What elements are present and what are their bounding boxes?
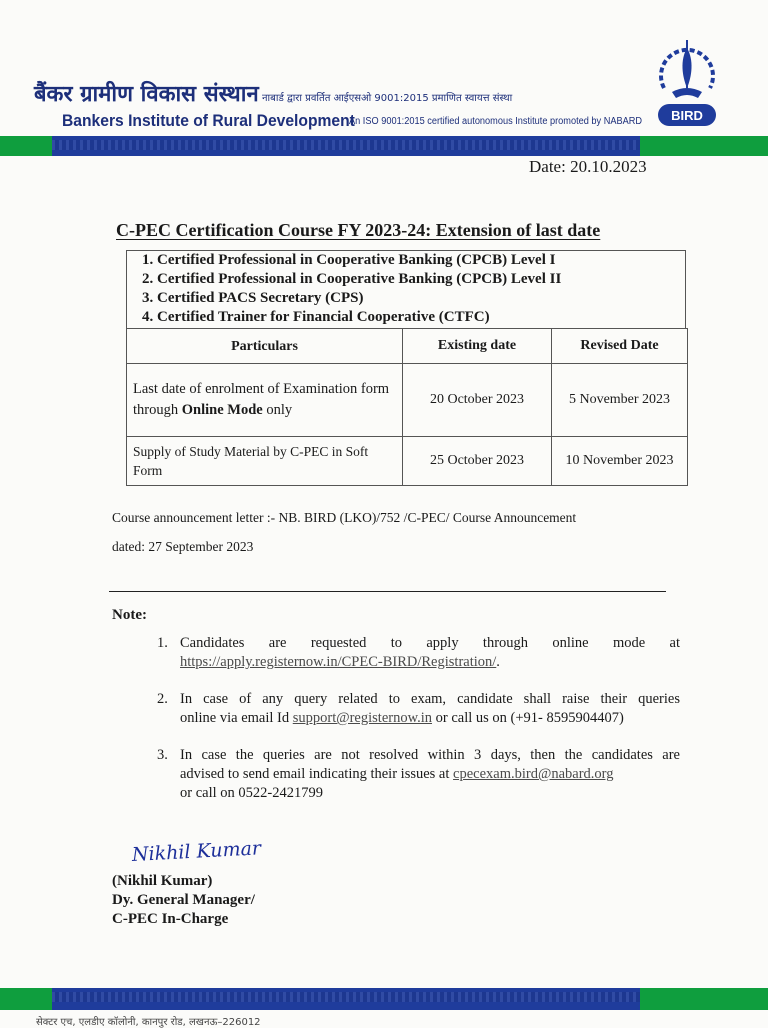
course-item: 4. Certified Trainer for Financial Cooperative (CTFC) bbox=[157, 308, 685, 327]
revised-date-cell: 10 November 2023 bbox=[552, 437, 688, 486]
note-text: In case the queries are not resolved within 3 days, then the candidates are bbox=[180, 747, 680, 763]
note-text: Candidates are requested to apply through online mode at bbox=[180, 635, 680, 651]
signatory-role: C-PEC In-Charge bbox=[112, 911, 229, 927]
particulars-emphasis: Online Mode bbox=[181, 402, 263, 418]
letter-date: Date: 20.10.2023 bbox=[529, 157, 647, 176]
announcement-date: dated: 27 September 2023 bbox=[112, 539, 254, 554]
note-item bbox=[150, 634, 680, 672]
institute-tagline-english: An ISO 9001:2015 certified autonomous Institute promoted by NABARD bbox=[349, 116, 643, 127]
note-item bbox=[150, 746, 680, 803]
particulars-cell bbox=[127, 364, 403, 437]
signatory-name: (Nikhil Kumar) bbox=[112, 873, 213, 889]
header-particulars: Particulars bbox=[127, 329, 403, 364]
note-text: online via email Id bbox=[180, 710, 293, 726]
particulars-text: Last date of enrolment of Examination form through bbox=[133, 381, 390, 418]
table-header-row bbox=[127, 329, 688, 364]
header-revised-date: Revised Date bbox=[552, 329, 688, 364]
institute-tagline-hindi: नाबार्ड द्वारा प्रवर्तित आईएसओ 9001:2015 प्रमाणित स्वायत्त संस्था bbox=[262, 93, 513, 104]
existing-date-cell: 20 October 2023 bbox=[403, 364, 552, 437]
footer-color-band bbox=[0, 988, 768, 1010]
signatory-title: Dy. General Manager/ bbox=[112, 892, 255, 908]
dates-table bbox=[126, 328, 688, 486]
note-text: advised to send email indicating their issues at bbox=[180, 766, 454, 782]
institute-name-hindi: बैंकर ग्रामीण विकास संस्थान bbox=[34, 82, 259, 107]
note-text-end: . bbox=[496, 654, 500, 670]
letter-heading: C-PEC Certification Course FY 2023-24: Extension of last date bbox=[116, 220, 601, 240]
svg-text:Nikhil Kumar: Nikhil Kumar bbox=[131, 837, 262, 867]
note-label: Note: bbox=[112, 607, 147, 623]
note-text-end: or call on 0522-2421799 bbox=[180, 785, 323, 801]
table-row bbox=[127, 437, 688, 486]
note-number: 1. bbox=[157, 635, 168, 651]
particulars-text-end: only bbox=[262, 402, 293, 418]
course-list bbox=[127, 251, 685, 327]
existing-date-cell: 25 October 2023 bbox=[403, 437, 552, 486]
footer-address: सेक्टर एच, एलडीए कॉलोनी, कानपुर रोड, लखनऊ–226012 bbox=[36, 1017, 261, 1028]
course-list-box bbox=[126, 250, 686, 328]
note-item bbox=[150, 690, 680, 728]
handwritten-signature bbox=[130, 830, 270, 870]
revised-date-cell: 5 November 2023 bbox=[552, 364, 688, 437]
cpec-email-link[interactable]: cpecexam.bird@nabard.org bbox=[453, 766, 614, 782]
course-item: 2. Certified Professional in Cooperative Banking (CPCB) Level II bbox=[157, 270, 685, 289]
registration-link[interactable]: https://apply.registernow.in/CPEC-BIRD/Registration/ bbox=[180, 654, 497, 670]
institute-name-english: Bankers Institute of Rural Development bbox=[62, 111, 355, 130]
note-number: 2. bbox=[157, 691, 168, 707]
course-item: 1. Certified Professional in Cooperative Banking (CPCB) Level I bbox=[157, 251, 685, 270]
header-existing-date: Existing date bbox=[403, 329, 552, 364]
note-text-end: or call us on (+91- 8595904407) bbox=[432, 710, 624, 726]
bird-logo bbox=[654, 26, 720, 136]
announcement-reference: Course announcement letter :- NB. BIRD (LKO)/752 /C-PEC/ Course Announcement bbox=[112, 510, 577, 525]
header-color-band bbox=[0, 136, 768, 156]
divider-line bbox=[109, 591, 666, 592]
course-item: 3. Certified PACS Secretary (CPS) bbox=[157, 289, 685, 308]
note-text: In case of any query related to exam, candidate shall raise their queries bbox=[180, 691, 680, 707]
particulars-cell: Supply of Study Material by C-PEC in Soft Form bbox=[127, 437, 403, 486]
table-row bbox=[127, 364, 688, 437]
logo-text: BIRD bbox=[671, 108, 703, 123]
note-number: 3. bbox=[157, 747, 168, 763]
support-email-link[interactable]: support@registernow.in bbox=[292, 710, 433, 726]
